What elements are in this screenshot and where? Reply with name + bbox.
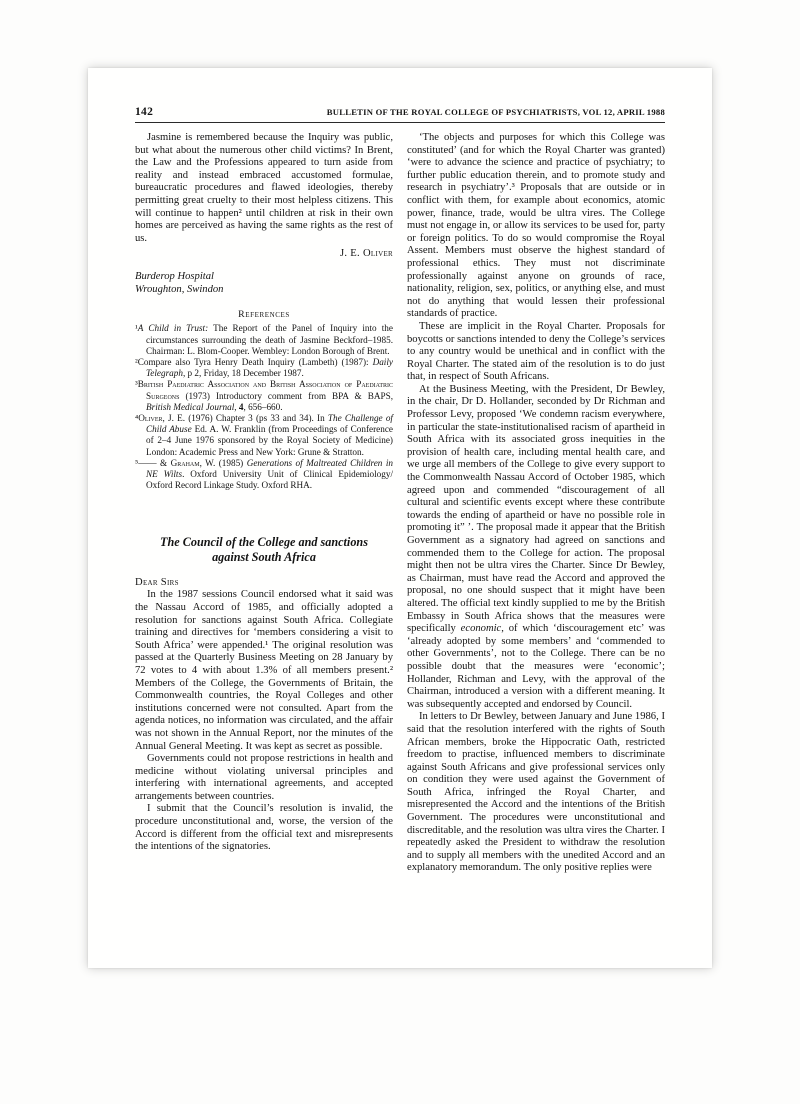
letter2-salutation: Dear Sirs: [135, 577, 179, 589]
letter1-closing-paragraph: Jasmine is remembered because the Inquiry was public, but what about the numerous other child victims? In Brent, the Law and the Professions appeared to turn aside from reality and instead embraced accustomed formulae, bureaucratic procedures and flawed ideologies, thereby permitting great cruelty to their most helpless citizens. This will continue to happen² until children at risk in their own homes are perceived as having the same rights as the rest of us.: [135, 132, 393, 244]
letter2-title: The Council of the College and sanctions against South Africa: [160, 535, 368, 565]
page-header: [135, 106, 665, 123]
reference-item-5: ⁵—— & Graham, W. (1985) Generations of Maltreated Children in NE Wilts. Oxford University Unit of Clinical Epidemiology/ Oxford Record Linkage Study. Oxford RHA.: [135, 457, 393, 491]
author-address: [135, 270, 393, 296]
letter2-paragraph-3: I submit that the Council’s resolution is invalid, the procedure unconstitutional and, worse, the version of the Accord is different from the official text and misrepresents the intentions of the signatories.: [135, 803, 393, 853]
journal-title: BULLETIN OF THE ROYAL COLLEGE OF PSYCHIATRISTS, VOL 12, APRIL 1988: [326, 107, 665, 117]
reference-item-3: ³British Paediatric Association and British Association of Paediatric Surgeons (1973) Introductory comment from BPA & BAPS, British Medical Journal, 4, 656–660.: [135, 379, 393, 412]
reference-item-2: ²Compare also Tyra Henry Death Inquiry (Lambeth) (1987): Daily Telegraph, p 2, Friday, 18 December 1987.: [135, 356, 393, 379]
letter2-paragraph-7: In letters to Dr Bewley, between January and June 1986, I said that the resolution interfered with the rights of South African members, broke the Hippocratic Oath, restricted freedom to practise, influenced members to discriminate against South Africans and give professional services only on condition they were used against the Government of South Africa, infringed the Royal Charter, and misrepresented the Accord and the intentions of the British Government. The procedures were unconstitutional and discreditable, and the resolution was ultra vires the Charter. I repeatedly asked the President to withdraw the resolution and to supply all members with the unedited Accord and an explanatory memorandum. The only positive replies were: [407, 711, 665, 874]
right-column: [407, 132, 665, 875]
letter1-signature: J. E. Oliver: [339, 248, 393, 260]
scan-background: [0, 68, 800, 1104]
journal-page: [88, 68, 712, 968]
letter2-paragraph-5: These are implicit in the Royal Charter. Proposals for boycotts or sanctions intended to deny the College’s services to any country would be unethical and in conflict with the Royal Charter. The stated aim of the resolution is to do just that, in respect of South Africans.: [407, 320, 665, 383]
reference-item-4: ⁴Oliver, J. E. (1976) Chapter 3 (ps 33 and 34). In The Challenge of Child Abuse Ed. A. W. Franklin (from Proceedings of Conference of 2–4 June 1976 sponsored by the Royal Society of Medicine) London: Academic Press and New York: Grune & Stratton.: [135, 412, 393, 457]
letter2-paragraph-1: In the 1987 sessions Council endorsed what it said was the Nassau Accord of 1985, and officially adopted a resolution for sanctions against South Africa. Collegiate training and directives for ‘members considering a visit to South Africa’ were appended.¹ The original resolution was passed at the Quarterly Business Meeting on 28 January by 72 votes to 4 with about 1.3% of all members present.² Members of the College, the Governments of Britain, the Commonwealth countries, the Royal Colleges and other institutions concerned were not consulted. Apart from the agenda notices, no information was circulated, and the affair was not shown in the Annual Report, nor the minutes of the Annual General Meeting. It was kept as secret as possible.: [135, 589, 393, 752]
letter2-paragraph-2: Governments could not propose restrictions in health and medicine without violating universal principles and interfering with international agreements, and accepted arrangements between countries.: [135, 753, 393, 802]
two-column-layout: [135, 132, 665, 875]
address-line-2: Wroughton, Swindon: [135, 284, 224, 296]
letter2-paragraph-4: ‘The objects and purposes for which this College was constituted’ (and for which the Royal Charter was granted) ‘were to advance the science and practice of psychiatry; to further public education therein, and to promote study and research in psychiatry’.³ Proposals that are outside or in conflict with them, for example about economics, atomic power, finance, trade, would be ultra vires. The College must not engage in, or allow its services to be used for, party or foreign politics. To do so would compromise the Royal Assent. Members must observe the highest standard of professional ethics. They must not discriminate professionally against anyone on grounds of race, nationality, religion, sex, politics, or anything else, and must not do anything that would lessen their professional standards of practice.: [407, 132, 665, 320]
address-line-1: Burderop Hospital: [135, 271, 214, 283]
letter2-paragraph-6: At the Business Meeting, with the President, Dr Bewley, in the chair, Dr D. Hollander, seconded by Dr Richman and Professor Levy, proposed ‘We condemn racism everywhere, in particular the state-institutionalised racism of apartheid in South Africa with its associated gross inequities in the provision of health care, including mental health care, and we urge all members of the College to give every support to the Commonwealth Nassau Accord of October 1985, which agreed upon and commended “discouragement of all cultural and scientific events except where these contribute towards the ending of apartheid or have no possible role in promoting it” ’. The proposal made it appear that the British Government as a signatory had agreed on sanctions and commended them to the College for action. The proposal might then not be ultra vires the Charter. Since Dr Bewley, as Chairman, must have read the Accord and approved the proposal, no one should suspect that it might have been altered. The official text kindly supplied to me by the British Embassy in South Africa shows that the measures were specifically economic, of which ‘discouragement etc’ was ‘already adopted by some members’ and ‘commended to other Governments’, not to the College. There can be no possible doubt that the measures were ‘economic’; Hollander, Richman and Levy, with the approval of the Chairman, introduced a version with a different meaning. It was subsequently accepted and endorsed by Council.: [407, 383, 665, 710]
reference-item-1: ¹A Child in Trust: The Report of the Panel of Inquiry into the circumstances surrounding the death of Jasmine Beckford–1985. Chairman: L. Blom-Cooper. Wembley: London Borough of Brent.: [135, 323, 393, 356]
references-heading: References: [238, 309, 290, 321]
left-column: [135, 132, 393, 875]
page-number: 142: [135, 106, 154, 118]
